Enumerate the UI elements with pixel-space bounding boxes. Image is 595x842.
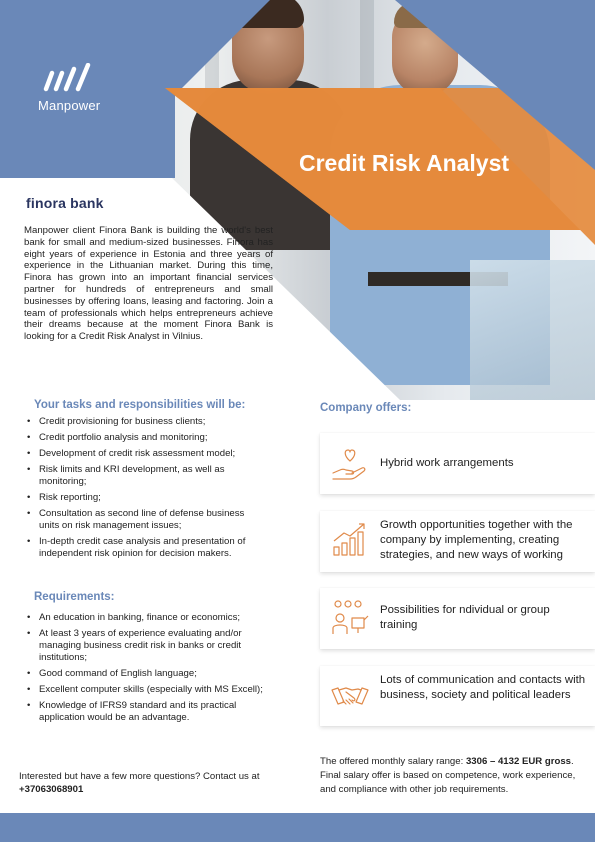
- offer-text: Possibilities for ndividual or group training: [380, 604, 550, 631]
- manpower-logo: [38, 63, 101, 113]
- salary-info: [320, 755, 590, 797]
- salary-range: 3306 – 4132 EUR gross: [465, 756, 572, 767]
- list-item: • Development of credit risk assessment model;: [27, 448, 267, 460]
- salary-lead: The offered monthly salary range:: [320, 756, 466, 767]
- offer-card-communication: [320, 666, 595, 726]
- offers-heading: Company offers:: [320, 402, 412, 414]
- brand-name: Manpower: [38, 98, 101, 113]
- manpower-logo-mark: [38, 63, 98, 93]
- list-item: • Risk reporting;: [27, 492, 267, 504]
- offer-card-training: [320, 588, 595, 649]
- footer-bar: [0, 813, 595, 842]
- tasks-heading: Your tasks and responsibilities will be:: [34, 399, 246, 411]
- job-title: Credit Risk Analyst: [299, 150, 510, 176]
- handshake-icon: [330, 676, 370, 716]
- salary-rest: . Final salary offer is based on competence, work experience, and compliance with other job requirements.: [320, 756, 576, 795]
- list-item: • Knowledge of IFRS9 standard and its practical application would be an advantage.: [27, 700, 267, 724]
- list-item: • At least 3 years of experience evaluating and/or managing business credit risk in banks or credit institutions;: [27, 628, 267, 663]
- list-item: • In-depth credit case analysis and presentation of independent risk opinion for decision makers.: [27, 536, 267, 560]
- finora-bank-logo: finora bank: [26, 195, 104, 211]
- growth-chart-icon: [330, 519, 370, 559]
- requirements-list: [27, 612, 267, 728]
- requirements-heading: Requirements:: [34, 591, 115, 603]
- offer-text: Hybrid work arrangements: [380, 457, 514, 469]
- offer-text: Lots of communication and contacts with business, society and political leaders: [380, 674, 586, 701]
- offer-card-hybrid: [320, 433, 595, 494]
- list-item: • Risk limits and KRI development, as well as monitoring;: [27, 464, 267, 488]
- intro-paragraph: Manpower client Finora Bank is building the world's best bank for small and medium-sized businesses. Finora has eight years of experience in Estonia and three years of experience in the Lithuanian market. During this time, Finora has grown into an important financial services partner for hundreds of entrepreneurs and small businesses by offering loans, leasing and factoring. Join a team of professionals which helps entrepreneurs achieve their dreams because at the moment Finora Bank is looking for a Credit Risk Analyst in Vilnius.: [24, 225, 273, 343]
- list-item: • Consultation as second line of defense business units on risk management issues;: [27, 508, 267, 532]
- offer-text: Growth opportunities together with the company by implementing, creating strategies, and new ways of working: [380, 519, 573, 561]
- contact-text: Interested but have a few more questions? Contact us at: [19, 771, 260, 782]
- list-item: • Good command of English language;: [27, 668, 267, 680]
- offer-card-growth: [320, 511, 595, 572]
- heart-hand-icon: [330, 443, 370, 483]
- list-item: • Credit portfolio analysis and monitoring;: [27, 432, 267, 444]
- list-item: • Excellent computer skills (especially with MS Excell);: [27, 684, 267, 696]
- contact-info: [19, 770, 279, 796]
- people-training-icon: [330, 598, 370, 638]
- list-item: • An education in banking, finance or economics;: [27, 612, 267, 624]
- contact-phone[interactable]: +37063068901: [19, 784, 84, 795]
- tasks-list: [27, 416, 267, 564]
- list-item: • Credit provisioning for business clients;: [27, 416, 267, 428]
